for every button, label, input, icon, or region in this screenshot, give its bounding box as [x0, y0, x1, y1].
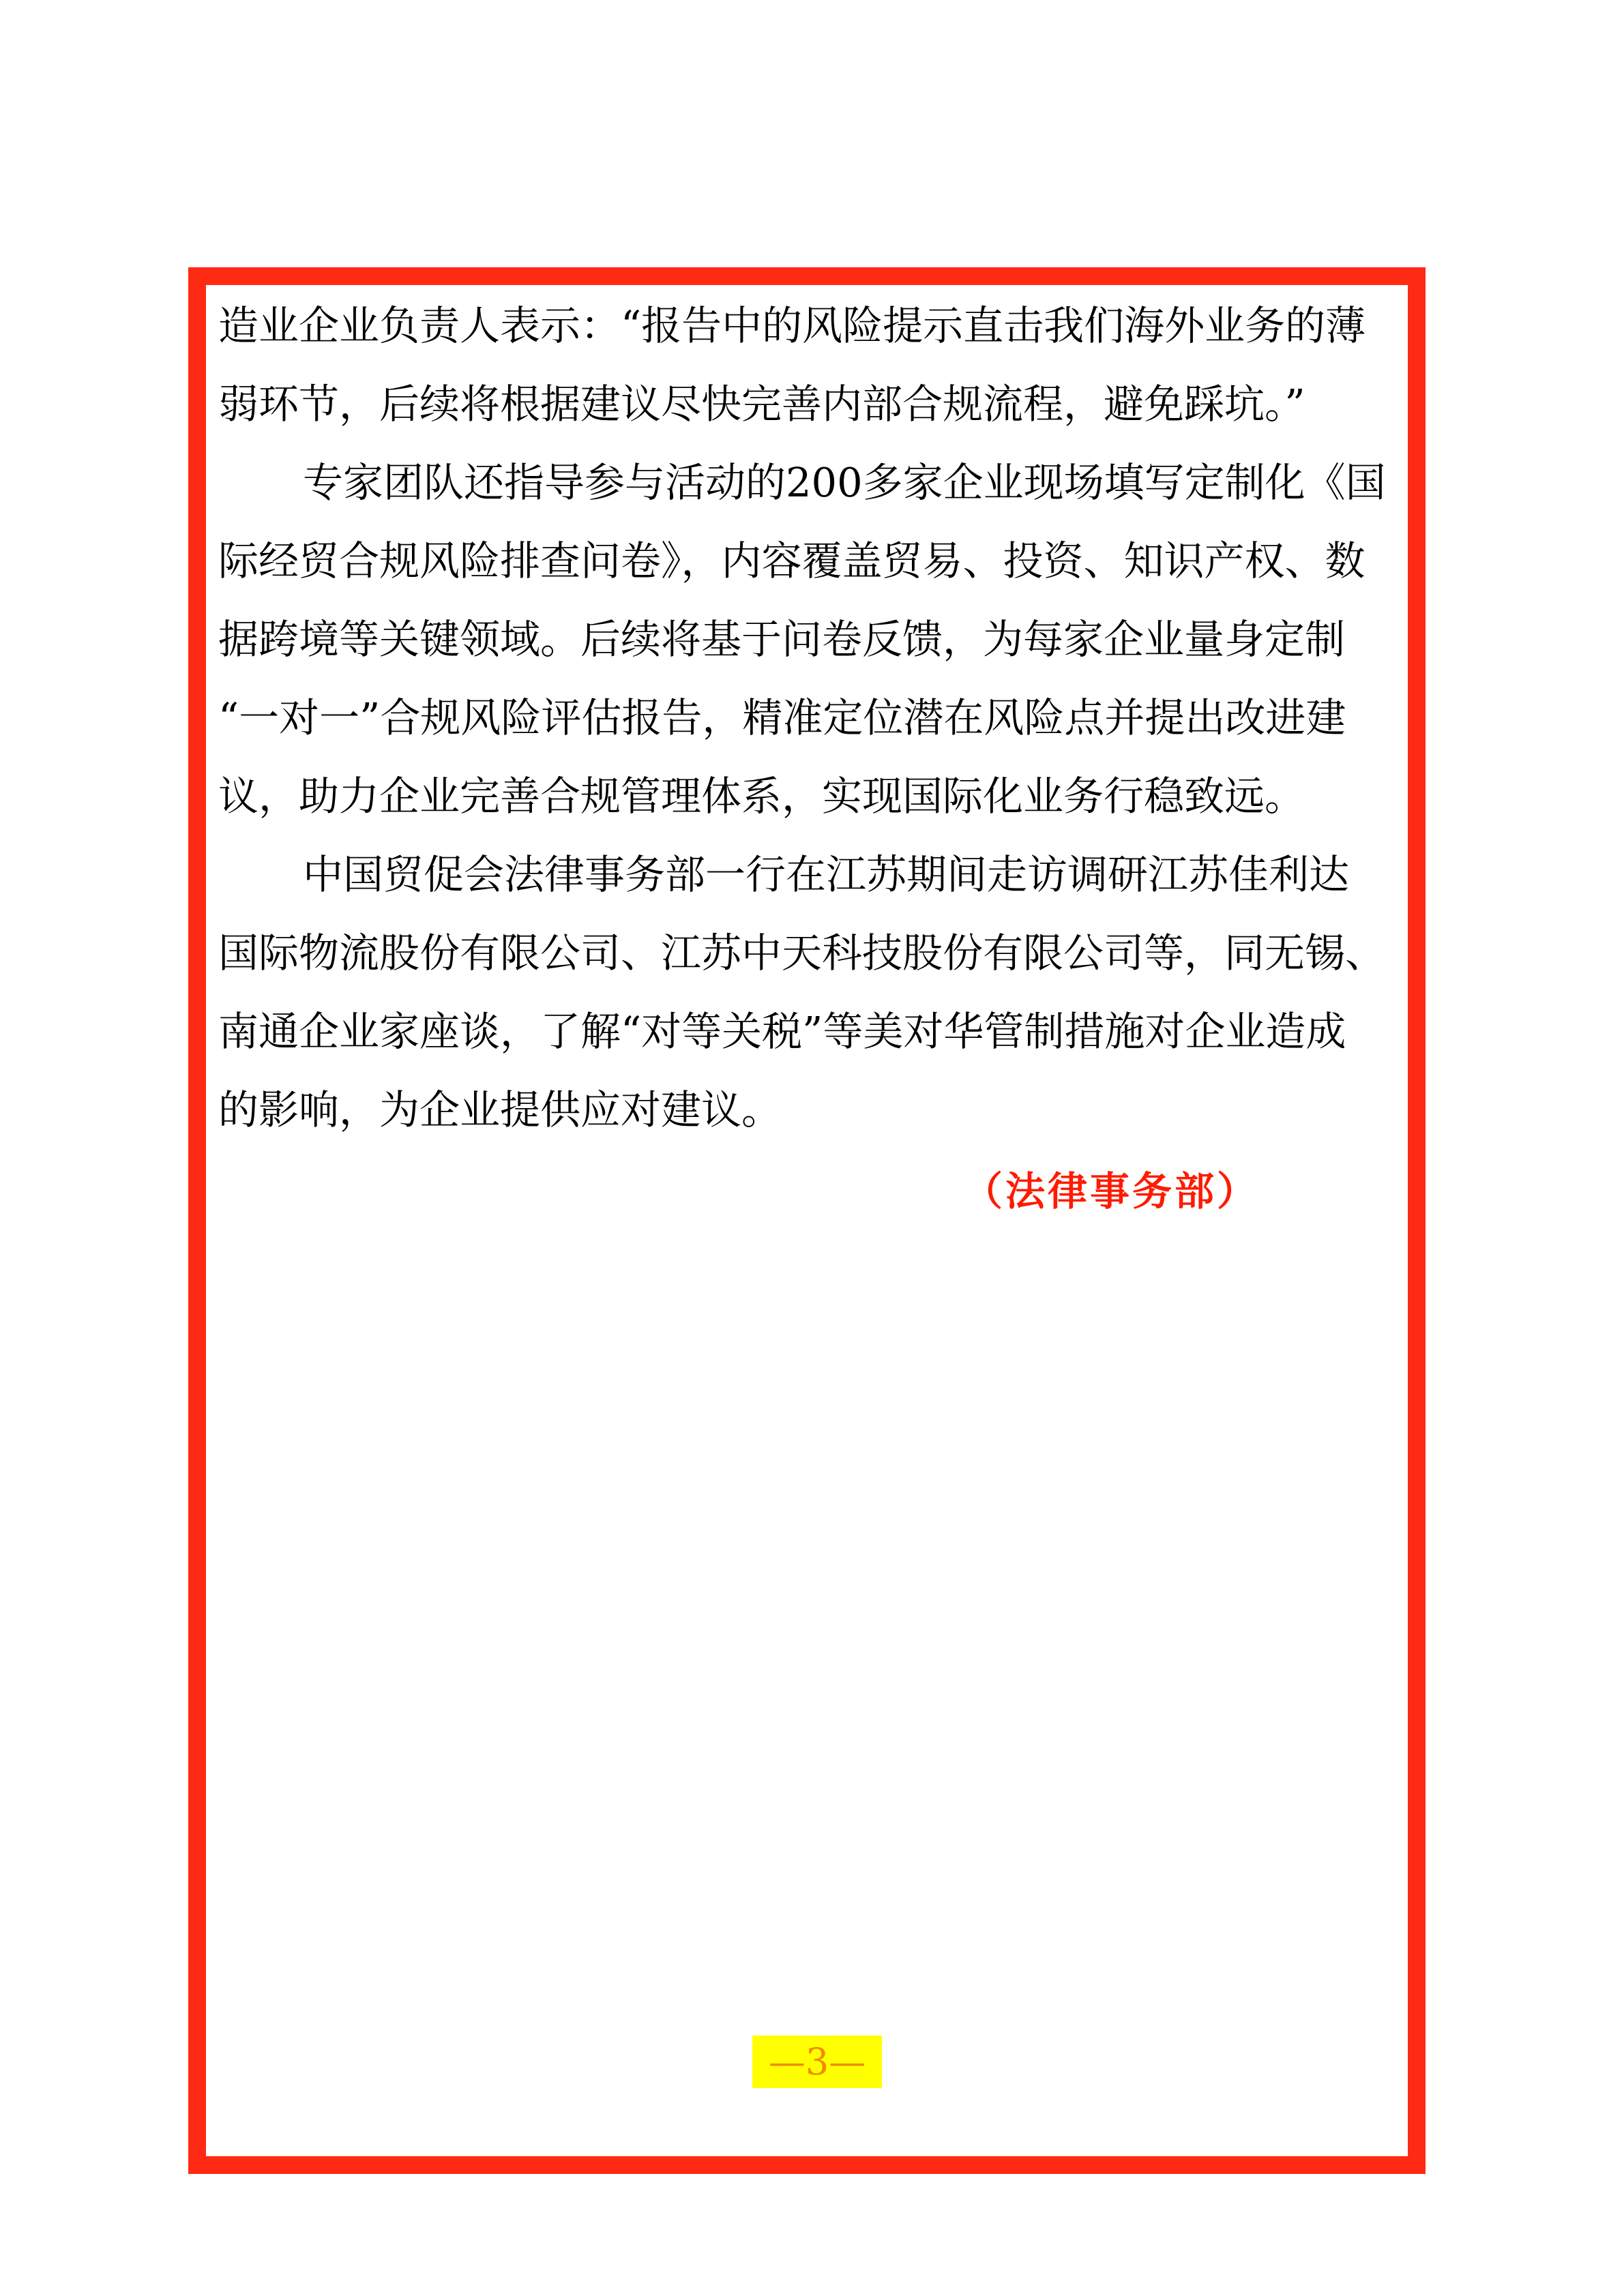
text-line: 造业企业负责人表示：“报告中的风险提示直击我们海外业务的薄	[218, 302, 1366, 349]
text-line: 的影响，为企业提供应对建议。	[218, 1086, 782, 1133]
text-line: 中国贸促会法律事务部一行在江苏期间走访调研江苏佳利达	[303, 851, 1350, 898]
text-line: 弱环节，后续将根据建议尽快完善内部合规流程，避免踩坑。”	[218, 381, 1305, 428]
page-number: —3—	[752, 2036, 882, 2088]
text-line: 南通企业家座谈，了解“对等关税”等美对华管制措施对企业造成	[218, 1008, 1346, 1055]
text-line: “一对一”合规风险评估报告，精准定位潜在风险点并提出改进建	[218, 694, 1346, 741]
text-line: 议，助力企业完善合规管理体系，实现国际化业务行稳致远。	[218, 773, 1305, 820]
text-line: 专家团队还指导参与活动的200多家企业现场填写定制化《国	[303, 459, 1386, 506]
text-line: 国际物流股份有限公司、江苏中天科技股份有限公司等，同无锡、	[218, 929, 1386, 976]
text-line: 际经贸合规风险排查问卷》，内容覆盖贸易、投资、知识产权、数	[218, 537, 1365, 584]
article-body	[218, 286, 1405, 1149]
department-signature: （法律事务部）	[963, 1168, 1260, 1214]
text-line: 据跨境等关键领域。后续将基于问卷反馈，为每家企业量身定制	[218, 616, 1346, 663]
